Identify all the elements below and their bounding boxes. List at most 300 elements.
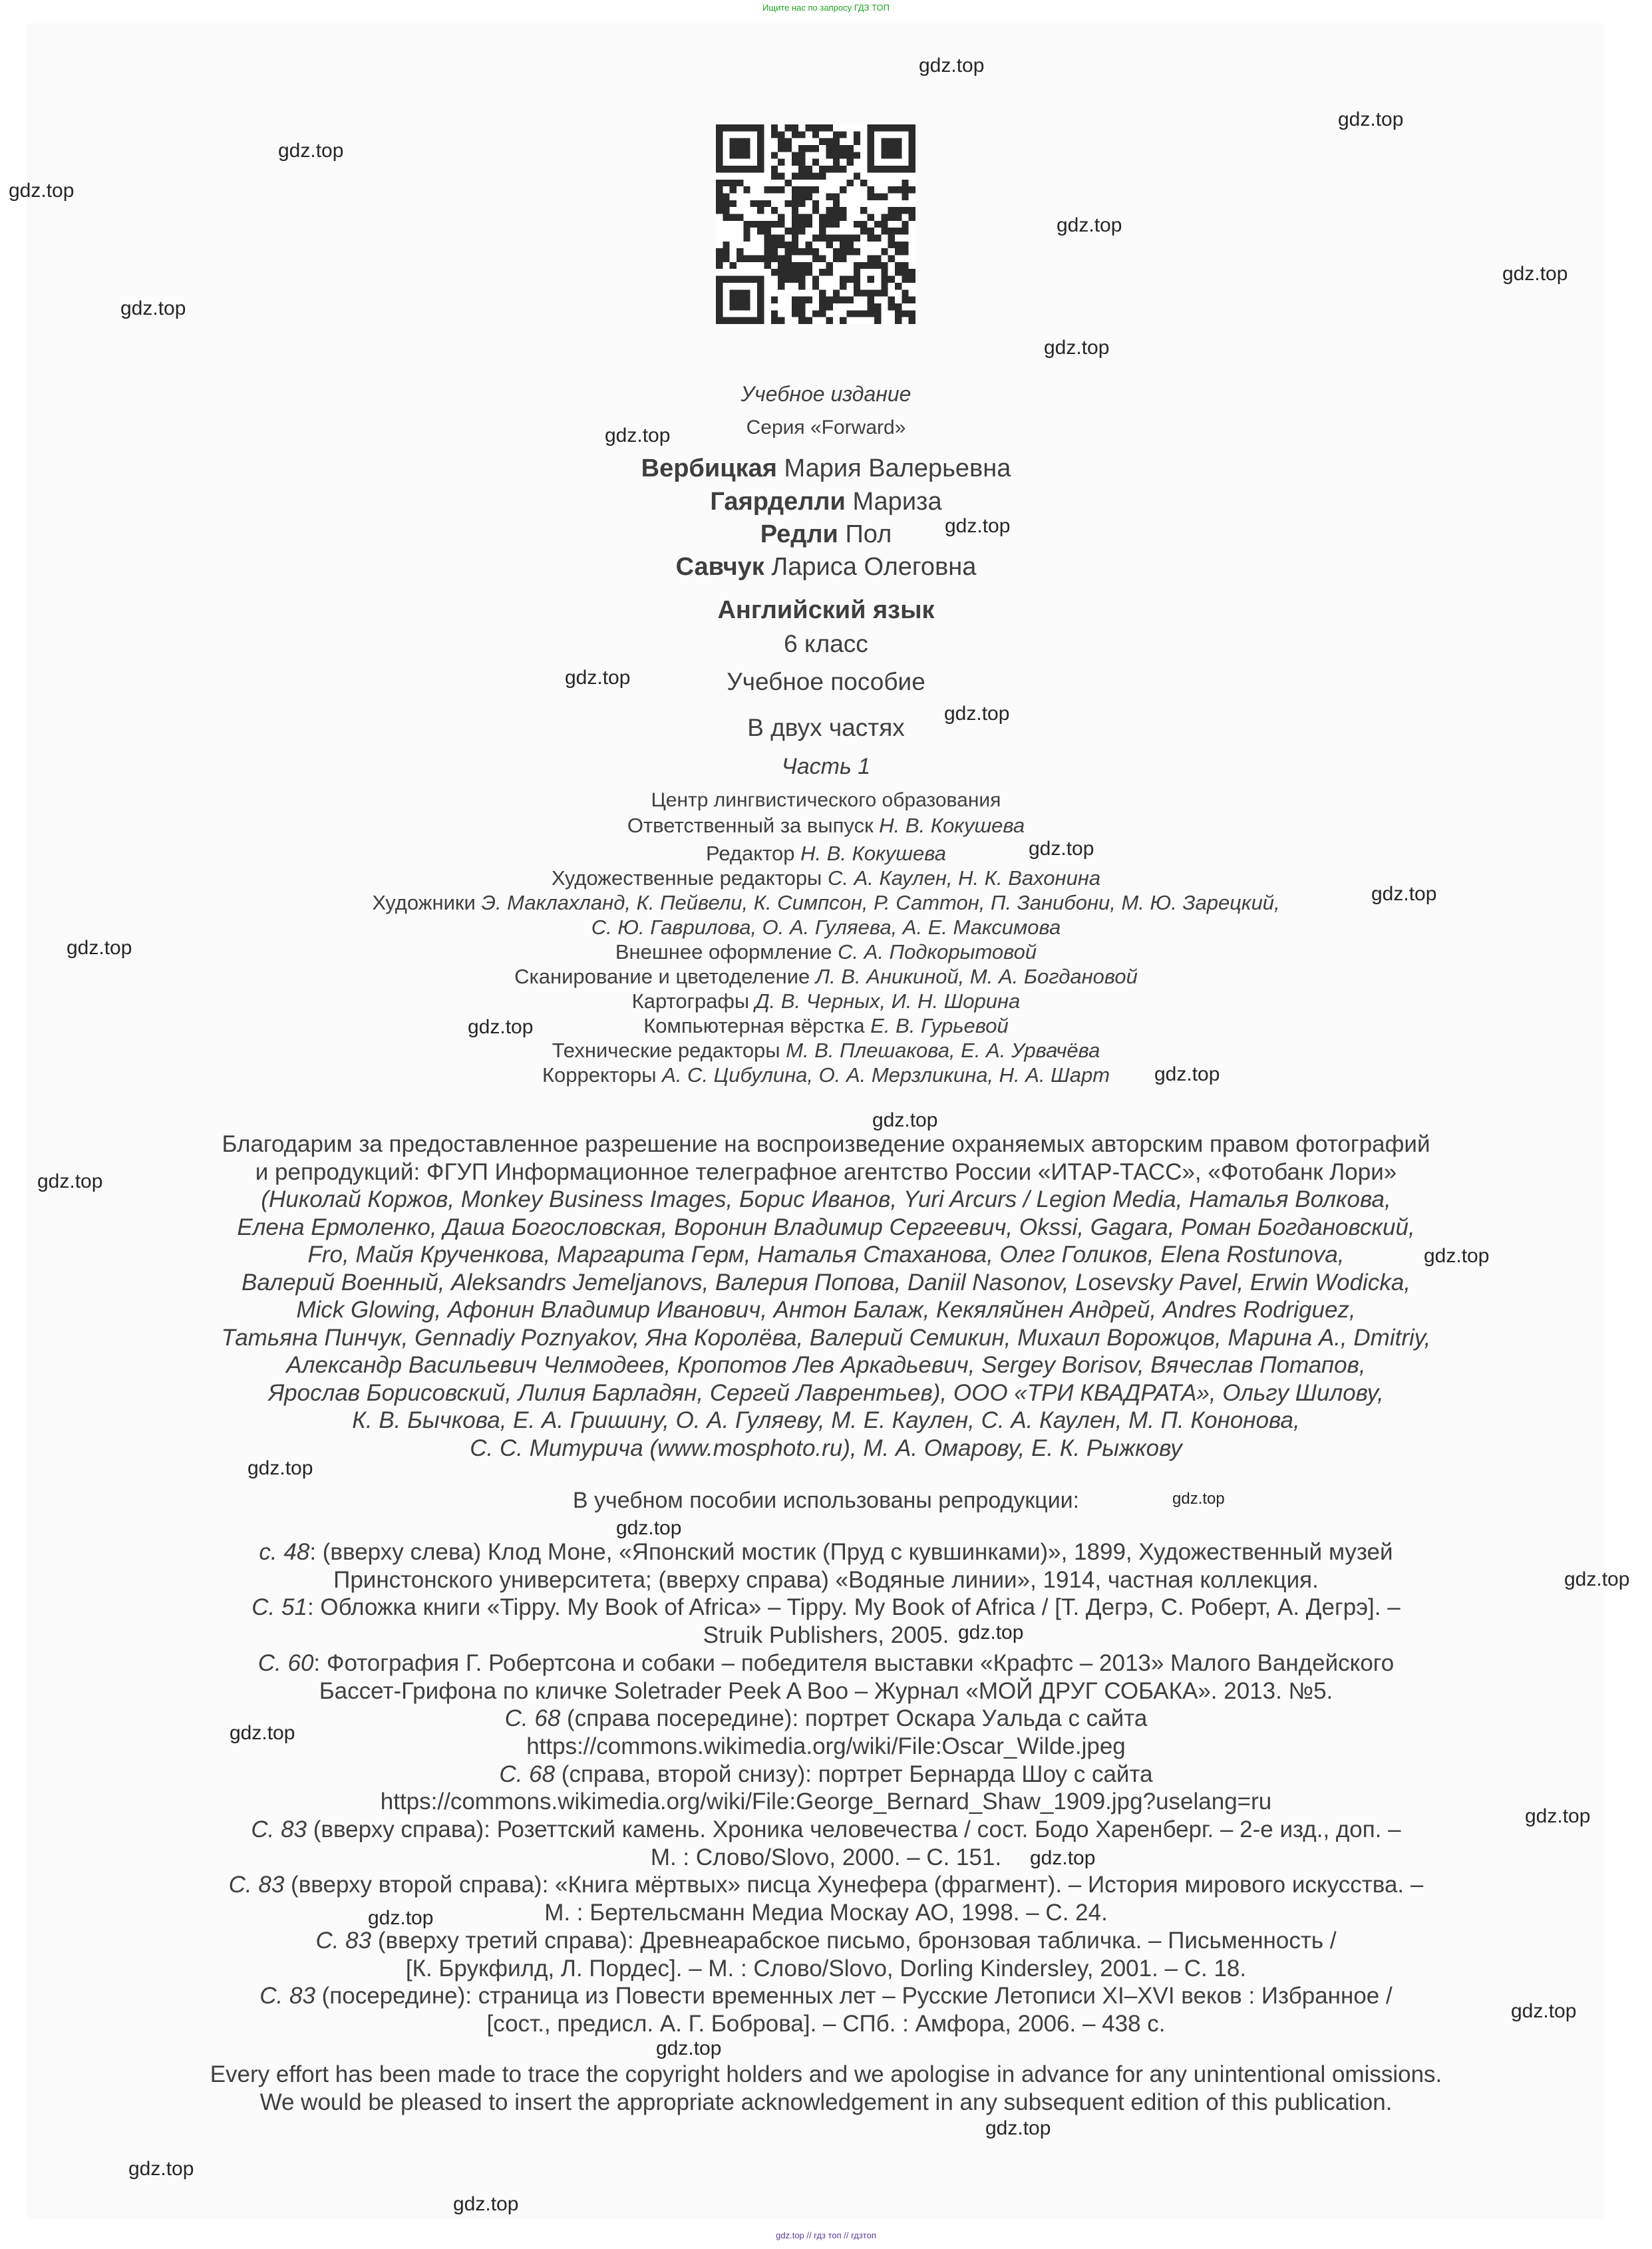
qr-module (771, 221, 778, 228)
qr-module (771, 242, 778, 248)
qr-module (798, 193, 805, 200)
qr-module (874, 310, 881, 317)
qr-module (730, 297, 737, 303)
thanks-line: Татьяна Пинчук, Gennadiy Poznyakov, Яна Королёва, Валерий Семикин, Михаил Ворожцов, Марина А., Dmitriy, (221, 1324, 1431, 1351)
qr-module (812, 235, 819, 242)
qr-module (757, 207, 764, 214)
qr-module (792, 297, 798, 303)
qr-module (826, 214, 833, 220)
repro-line: С. 83 (посередине): страница из Повести временных лет – Русские Летописи XI–XVI веков : Избранное / (259, 1983, 1393, 2009)
qr-module (888, 124, 895, 131)
qr-module (833, 297, 840, 303)
qr-module (730, 145, 737, 152)
author-4 (0, 553, 1652, 582)
qr-module (819, 228, 826, 234)
qr-module (764, 186, 770, 193)
qr-module (874, 289, 881, 296)
qr-module (826, 138, 833, 145)
qr-module (888, 303, 895, 310)
qr-module (798, 131, 805, 138)
qr-module (792, 124, 798, 131)
qr-module (778, 186, 784, 193)
qr-module (764, 242, 770, 248)
qr-module (881, 193, 888, 200)
qr-module (798, 297, 805, 303)
qr-module (771, 124, 778, 131)
qr-module (888, 276, 895, 283)
watermark: gdz.top (248, 1457, 313, 1479)
qr-module (716, 131, 723, 138)
qr-module (812, 248, 819, 255)
qr-module (902, 269, 908, 275)
qr-module (826, 221, 833, 228)
qr-module (792, 276, 798, 283)
qr-module (737, 166, 743, 172)
qr-module (730, 186, 737, 193)
author-1-name: Мария Валерьевна (784, 454, 1011, 482)
qr-module (868, 256, 874, 262)
qr-module (833, 235, 840, 242)
qr-module (854, 276, 860, 283)
qr-module (854, 221, 860, 228)
watermark: gdz.top (1029, 838, 1094, 860)
qr-module (860, 180, 867, 186)
qr-module (737, 124, 743, 131)
qr-module (909, 317, 915, 324)
qr-module (826, 207, 833, 214)
qr-module (812, 276, 819, 283)
credit-line: Корректоры А. С. Цибулина, О. А. Мерзликина, Н. А. Шарт (542, 1063, 1110, 1087)
qr-module (778, 269, 784, 275)
qr-module (874, 124, 881, 131)
qr-module (764, 235, 770, 242)
qr-module (784, 256, 791, 262)
qr-module (881, 138, 888, 145)
qr-module (881, 248, 888, 255)
qr-module (792, 262, 798, 269)
qr-module (868, 186, 874, 193)
qr-module (798, 269, 805, 275)
qr-module (757, 310, 764, 317)
qr-module (716, 145, 723, 152)
qr-module (784, 180, 791, 186)
qr-module (757, 297, 764, 303)
thanks-line: Александр Васильевич Челмодеев, Кропотов Лев Аркадьевич, Sergey Borisov, Вячеслав Потапов, (286, 1352, 1366, 1378)
qr-module (750, 200, 757, 207)
qr-module (840, 152, 846, 158)
qr-module (798, 172, 805, 179)
qr-module (778, 262, 784, 269)
qr-module (764, 256, 770, 262)
qr-module (868, 138, 874, 145)
qr-module (881, 145, 888, 152)
thanks-line: Благодарим за предоставленное разрешение на воспроизведение охраняемых авторским правом фотографий (222, 1131, 1430, 1157)
qr-module (909, 138, 915, 145)
qr-module (716, 289, 723, 296)
qr-module (812, 310, 819, 317)
qr-module (812, 131, 819, 138)
qr-module (716, 310, 723, 317)
qr-module (854, 131, 860, 138)
qr-module (723, 193, 729, 200)
thanks-line: Mick Glowing, Афонин Владимир Иванович, Антон Балаж, Кекяляйнен Андрей, Andres Rodriguez, (296, 1297, 1356, 1323)
qr-module (840, 166, 846, 172)
qr-module (778, 242, 784, 248)
qr-module (833, 256, 840, 262)
qr-module (868, 131, 874, 138)
qr-module (778, 145, 784, 152)
qr-module (792, 303, 798, 310)
qr-module (792, 193, 798, 200)
qr-module (737, 180, 743, 186)
thanks-line: (Николай Коржов, Monkey Business Images, Борис Иванов, Yuri Arcurs / Legion Media, Наталья Волкова, (261, 1186, 1391, 1212)
credit-line: Редактор Н. В. Кокушева (706, 842, 946, 865)
watermark: gdz.top (1511, 2000, 1577, 2022)
qr-module (902, 186, 908, 193)
qr-module (757, 276, 764, 283)
qr-module (737, 317, 743, 324)
qr-module (840, 276, 846, 283)
qr-module (840, 235, 846, 242)
qr-module (743, 186, 750, 193)
qr-module (743, 145, 750, 152)
repro-line: С. 68 (справа, второй снизу): портрет Бернарда Шоу с сайта (499, 1761, 1153, 1787)
qr-module (778, 131, 784, 138)
author-1-surname: Вербицкая (641, 454, 777, 482)
qr-module (778, 276, 784, 283)
qr-module (716, 186, 723, 193)
qr-module (792, 269, 798, 275)
qr-module (743, 221, 750, 228)
qr-module (771, 131, 778, 138)
qr-module (784, 228, 791, 234)
qr-module (771, 248, 778, 255)
qr-module (888, 242, 895, 248)
author-3-surname: Редли (760, 520, 838, 548)
qr-module (723, 242, 729, 248)
qr-module (784, 124, 791, 131)
qr-module (868, 262, 874, 269)
qr-module (895, 242, 902, 248)
qr-module (805, 317, 812, 324)
qr-module (778, 235, 784, 242)
qr-module (909, 159, 915, 166)
qr-module (874, 221, 881, 228)
qr-module (792, 214, 798, 220)
qr-module (798, 317, 805, 324)
qr-module (819, 310, 826, 317)
qr-module (902, 124, 908, 131)
qr-module (798, 186, 805, 193)
qr-module (812, 145, 819, 152)
qr-module (902, 166, 908, 172)
qr-module (771, 166, 778, 172)
qr-module (798, 166, 805, 172)
watermark: gdz.top (1502, 263, 1568, 285)
qr-module (833, 145, 840, 152)
qr-module (798, 310, 805, 317)
repro-line: https://commons.wikimedia.org/wiki/File:Oscar_Wilde.jpeg (526, 1733, 1126, 1759)
credits (0, 813, 1652, 1087)
watermark: gdz.top (468, 1016, 534, 1038)
qr-module (833, 166, 840, 172)
watermark: gdz.top (453, 2193, 519, 2215)
qr-module (743, 228, 750, 234)
top-note: Ищите нас по запросу ГДЗ ТОП (762, 3, 890, 13)
qr-module (819, 221, 826, 228)
qr-module (881, 289, 888, 296)
qr-module (716, 207, 723, 214)
qr-module (805, 186, 812, 193)
qr-module (868, 289, 874, 296)
qr-module (860, 310, 867, 317)
qr-module (881, 269, 888, 275)
qr-module (860, 228, 867, 234)
qr-module (757, 221, 764, 228)
qr-module (909, 276, 915, 283)
watermark: gdz.top (1057, 214, 1122, 236)
book-title: Английский язык (717, 596, 935, 624)
repro-line: М. : Бертельсманн Медиа Москау АО, 1998. – С. 24. (544, 1900, 1108, 1926)
qr-module (792, 228, 798, 234)
qr-module (716, 256, 723, 262)
qr-module (881, 276, 888, 283)
qr-module (757, 166, 764, 172)
qr-module (819, 256, 826, 262)
qr-module (826, 317, 833, 324)
watermark: gdz.top (872, 1109, 938, 1131)
qr-module (854, 310, 860, 317)
qr-module (764, 248, 770, 255)
watermark: gdz.top (1172, 1490, 1225, 1508)
qr-module (826, 124, 833, 131)
author-2 (0, 488, 1652, 516)
qr-module (868, 310, 874, 317)
qr-module (730, 317, 737, 324)
qr-module (833, 221, 840, 228)
watermark: gdz.top (9, 180, 75, 202)
qr-module (826, 297, 833, 303)
repro-line: [сост., предисл. А. Г. Боброва]. – СПб. : Амфора, 2006. – 438 с. (486, 2010, 1166, 2037)
credit-line: Художественные редакторы С. А. Каулен, Н. К. Вахонина (551, 866, 1101, 890)
qr-module (874, 235, 881, 242)
qr-module (909, 124, 915, 131)
book-kind: Учебное пособие (727, 668, 925, 695)
qr-module (757, 317, 764, 324)
repro-line: С. 68 (справа посередине): портрет Оскара Уальда с сайта (504, 1705, 1148, 1732)
qr-module (805, 248, 812, 255)
repro-line: М. : Слово/Slovo, 2000. – С. 151. (650, 1844, 1002, 1870)
qr-module (888, 228, 895, 234)
qr-module (792, 200, 798, 207)
qr-module (902, 297, 908, 303)
watermark: gdz.top (67, 937, 132, 959)
watermark: gdz.top (944, 703, 1010, 725)
qr-module (895, 248, 902, 255)
qr-module (812, 200, 819, 207)
qr-module (798, 303, 805, 310)
qr-module (826, 262, 833, 269)
qr-module (826, 235, 833, 242)
qr-module (757, 283, 764, 289)
qr-module (881, 221, 888, 228)
qr-module (819, 269, 826, 275)
qr-module (757, 228, 764, 234)
qr-module (874, 303, 881, 310)
qr-module (723, 180, 729, 186)
qr-module (716, 166, 723, 172)
watermark: gdz.top (1030, 1847, 1096, 1869)
watermark: gdz.top (37, 1170, 103, 1192)
qr-module (784, 248, 791, 255)
watermark: gdz.top (120, 297, 186, 319)
qr-module (854, 152, 860, 158)
qr-module (902, 193, 908, 200)
qr-module (737, 303, 743, 310)
qr-module (881, 124, 888, 131)
qr-module (784, 242, 791, 248)
repro-line: С. 83 (вверху третий справа): Древнеарабское письмо, бронзовая табличка. – Письменность / (315, 1927, 1337, 1954)
qr-module (798, 276, 805, 283)
qr-module (902, 289, 908, 296)
copyright-footer (0, 2061, 1652, 2117)
watermark: gdz.top (565, 667, 631, 689)
credit-line: Картографы Д. В. Черных, И. Н. Шорина (631, 989, 1021, 1013)
qr-module (771, 235, 778, 242)
qr-module (716, 262, 723, 269)
qr-module (881, 228, 888, 234)
qr-module (833, 159, 840, 166)
watermark: gdz.top (368, 1907, 434, 1929)
qr-module (860, 221, 867, 228)
footer-line: Every effort has been made to trace the copyright holders and we apologise in advance for any unintentional omissions. (210, 2061, 1442, 2087)
center-name: Центр лингвистического образования (651, 789, 1001, 811)
qr-module (902, 276, 908, 283)
qr-module (778, 317, 784, 324)
qr-module (854, 262, 860, 269)
thanks-line: Fro, Майя Крученкова, Маргарита Герм, Наталья Стаханова, Олег Голиков, Elena Rostunova, (307, 1242, 1345, 1268)
qr-module (778, 172, 784, 179)
qr-module (895, 228, 902, 234)
qr-module (743, 297, 750, 303)
watermark: gdz.top (128, 2158, 194, 2180)
qr-module (888, 256, 895, 262)
qr-module (778, 221, 784, 228)
qr-module (895, 283, 902, 289)
qr-module (730, 124, 737, 131)
qr-module (730, 262, 737, 269)
qr-module (819, 172, 826, 179)
thanks-line: Ярослав Борисовский, Лилия Барладян, Сергей Лаврентьев), ООО «ТРИ КВАДРАТА», Ольгу Шилову, (268, 1379, 1384, 1406)
qr-module (826, 166, 833, 172)
qr-module (798, 152, 805, 158)
qr-module (716, 283, 723, 289)
qr-module (798, 228, 805, 234)
qr-module (805, 166, 812, 172)
qr-module (716, 180, 723, 186)
qr-module (868, 145, 874, 152)
qr-module (792, 207, 798, 214)
qr-module (826, 145, 833, 152)
qr-module (716, 138, 723, 145)
qr-module (874, 317, 881, 324)
qr-module (819, 289, 826, 296)
qr-module (798, 283, 805, 289)
qr-module (909, 186, 915, 193)
qr-module (771, 256, 778, 262)
qr-module (737, 152, 743, 158)
qr-module (895, 207, 902, 214)
qr-module (798, 248, 805, 255)
author-4-name: Лариса Олеговна (771, 553, 977, 581)
qr-module (881, 262, 888, 269)
qr-module (798, 159, 805, 166)
qr-module (805, 193, 812, 200)
qr-module (757, 138, 764, 145)
qr-module (881, 152, 888, 158)
footer-line: We would be pleased to insert the appropriate acknowledgement in any subsequent edition of this publication. (259, 2089, 1393, 2115)
qr-module (743, 166, 750, 172)
qr-module (888, 138, 895, 145)
qr-module (909, 297, 915, 303)
watermark: gdz.top (985, 2117, 1051, 2139)
qr-module (723, 124, 729, 131)
qr-module (854, 172, 860, 179)
qr-module (723, 276, 729, 283)
qr-module (743, 303, 750, 310)
qr-module (757, 256, 764, 262)
qr-module (784, 262, 791, 269)
qr-module (847, 248, 854, 255)
thanks-block (0, 1130, 1652, 1462)
qr-module (730, 180, 737, 186)
qr-module (833, 193, 840, 200)
qr-module (909, 131, 915, 138)
thanks-line: С. С. Митурича (www.mosphoto.ru), М. А. Омарову, Е. К. Рыжкову (470, 1435, 1182, 1461)
qr-module (784, 269, 791, 275)
qr-module (847, 145, 854, 152)
qr-module (840, 256, 846, 262)
watermark: gdz.top (1371, 883, 1437, 905)
qr-module (771, 172, 778, 179)
qr-module (716, 152, 723, 158)
qr-module (833, 289, 840, 296)
qr-module (730, 166, 737, 172)
qr-module (840, 214, 846, 220)
qr-module (902, 310, 908, 317)
qr-module (819, 303, 826, 310)
bottom-note: gdz.top // гдз топ // гдзтоп (776, 2230, 876, 2240)
qr-module (750, 221, 757, 228)
qr-module (757, 289, 764, 296)
qr-module (895, 145, 902, 152)
qr-module (854, 138, 860, 145)
qr-module (902, 248, 908, 255)
qr-module (723, 256, 729, 262)
credit-line: Сканирование и цветоделение Л. В. Аникиной, М. А. Богдановой (514, 965, 1138, 988)
qr-module (909, 214, 915, 220)
author-2-surname: Гаярделли (710, 488, 846, 516)
qr-module (847, 242, 854, 248)
qr-module (764, 200, 770, 207)
qr-module (792, 310, 798, 317)
qr-module (792, 242, 798, 248)
qr-module (771, 310, 778, 317)
qr-module (778, 256, 784, 262)
qr-module (895, 186, 902, 193)
credit-line: С. Ю. Гаврилова, О. А. Гуляева, А. Е. Максимова (591, 916, 1061, 939)
qr-module (798, 214, 805, 220)
